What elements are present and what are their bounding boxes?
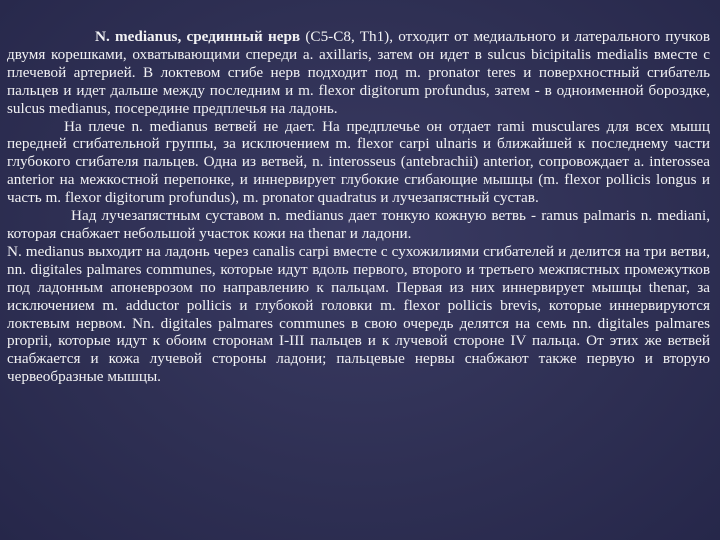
- text-body: [7, 28, 710, 386]
- paragraph-1: [7, 28, 710, 118]
- paragraph-4: N. medianus выходит на ладонь через canalis carpi вместе с сухожилиями сгибателей и делится на три ветви, nn. digitales palmares communes, которые идут вдоль первого, второго и третьего межпястных промежутков под ладонным апоневрозом по направлению к пальцам. Первая из них иннервирует мышцы thenar, за исключением m. adductor pollicis и глубокой головки m. flexor pollicis brevis, которые иннервируются локтевым нервом. Nn. digitales palmares communes в свою очередь делятся на семь nn. digitales palmares proprii, которые идут к обоим сторонам I-III пальцев и к лучевой стороне IV пальца. От этих же ветвей снабжается и кожа лучевой стороны ладони; пальцевые нервы снабжают также первую и вторую червеобразные мышцы.: [7, 242, 710, 386]
- paragraph-2: На плече n. medianus ветвей не дает. На предплечье он отдает rami musculares для всех мышц передней сгибательной группы, за исключением m. flexor carpi ulnaris и ближайшей к последнему части глубокого сгибателя пальцев. Одна из ветвей, n. interosseus (antebrachii) anterior, сопровождает a. interossea anterior на межкостной перепонке, и иннервирует глубокие сгибающие мышцы (m. flexor pollicis longus и часть m. flexor digitorum profundus), m. pronator quadratus и лучезапястный сустав.: [7, 117, 710, 207]
- paragraph-1-text: (C5-C8, Th1), отходит от медиального и латерального пучков двумя корешками, охватывающими спереди a. axillaris, затем он идет в sulcus bicipitalis medialis вместе с плечевой артерией. В локтевом сгибе нерв подходит под m. pronator teres и поверхностный сгибатель пальцев и идет дальше между последним и m. flexor digitorum profundus, затем - в одноименной бороздке, sulcus medianus, посередине предплечья на ладонь.: [7, 28, 710, 117]
- paragraph-3: Над лучезапястным суставом n. medianus дает тонкую кожную ветвь - ramus palmaris n. mediani, которая снабжает небольшой участок кожи на thenar и ладони.: [7, 207, 710, 242]
- term-heading: N. medianus, срединный нерв: [95, 28, 301, 45]
